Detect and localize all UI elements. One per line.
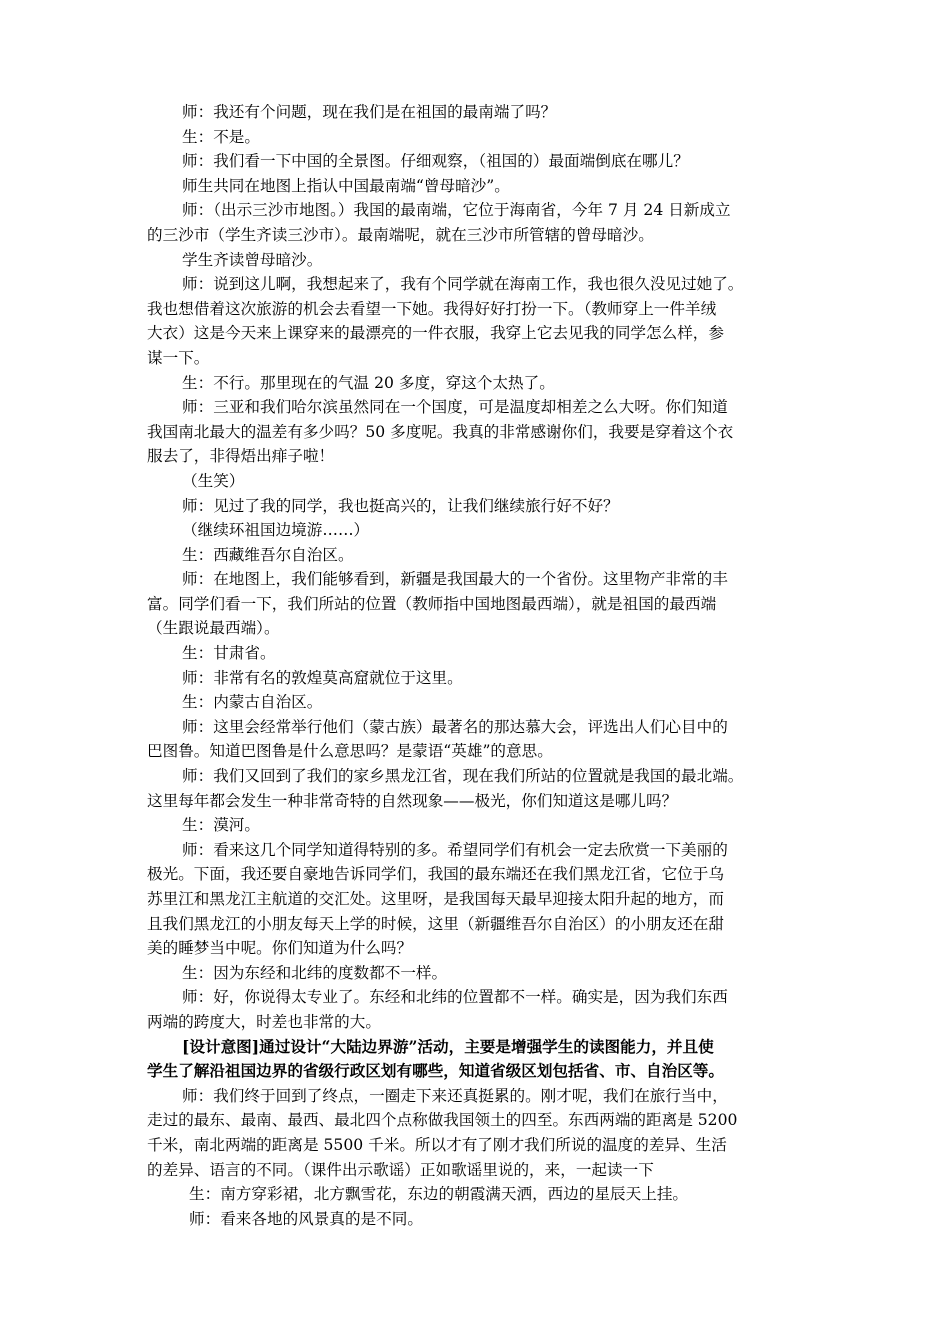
text-line: 生：南方穿彩裙，北方飘雪花，东边的朝霞满天洒，西边的星辰天上挂。 xyxy=(189,1185,689,1204)
text-line: 师：我们终于回到了终点，一圈走下来还真挺累的。刚才呢，我们在旅行当中， xyxy=(182,1086,728,1105)
text-line: 走过的最东、最南、最西、最北四个点称做我国领土的四至。东西两端的距离是 5200 xyxy=(147,1111,738,1130)
text-line: 师：看来这几个同学知道得特别的多。希望同学们有机会一定去欣赏一下美丽的 xyxy=(182,840,728,859)
text-line: （继续环祖国边境游……） xyxy=(182,521,370,540)
text-line: 我也想借着这次旅游的机会去看望一下她。我得好好打扮一下。（教师穿上一件羊绒 xyxy=(147,299,717,318)
text-line: 师：好，你说得太专业了。东经和北纬的位置都不一样。确实是，因为我们东西 xyxy=(182,988,728,1007)
text-line: 富。同学们看一下，我们所站的位置（教师指中国地图最西端），就是祖国的最西端 xyxy=(147,594,717,613)
text-line: 我国南北最大的温差有多少吗？50 多度呢。我真的非常感谢你们，我要是穿着这个衣 xyxy=(147,422,734,441)
text-line: 师：见过了我的同学，我也挺高兴的，让我们继续旅行好不好？ xyxy=(182,496,619,515)
text-line: 生：不是。 xyxy=(182,127,260,146)
text-line: 师：非常有名的敦煌莫高窟就位于这里。 xyxy=(182,668,463,687)
text-line: 巴图鲁。知道巴图鲁是什么意思吗？是蒙语“英雄”的意思。 xyxy=(147,742,553,761)
text-line: 师：这里会经常举行他们（蒙古族）最著名的那达慕大会，评选出人们心目中的 xyxy=(182,717,728,736)
text-line: 这里每年都会发生一种非常奇特的自然现象——极光，你们知道这是哪儿吗？ xyxy=(147,791,678,810)
text-line: 师：我们又回到了我们的家乡黑龙江省，现在我们所站的位置就是我国的最北端。 xyxy=(182,767,744,786)
text-line: 生：因为东经和北纬的度数都不一样。 xyxy=(182,963,448,982)
text-line: 师：三亚和我们哈尔滨虽然同在一个国度，可是温度却相差之么大呀。你们知道 xyxy=(182,398,728,417)
text-line: 大衣）这是今天来上课穿来的最漂亮的一件衣服，我穿上它去见我的同学怎么样，参 xyxy=(147,324,724,343)
text-line: 师：看来各地的风景真的是不同。 xyxy=(189,1209,423,1228)
text-line: 苏里江和黑龙江主航道的交汇处。这里呀，是我国每天最早迎接太阳升起的地方，而 xyxy=(147,890,724,908)
text-line: 学生齐读曾母暗沙。 xyxy=(182,250,323,269)
text-line: 生：西藏维吾尔自治区。 xyxy=(182,545,354,564)
text-line: （生跟说最西端）。 xyxy=(147,619,280,638)
text-line: 师生共同在地图上指认中国最南端“曾母暗沙”。 xyxy=(182,176,510,195)
text-line: 生：内蒙古自治区。 xyxy=(182,693,323,712)
text-line: 师：我还有个问题，现在我们是在祖国的最南端了吗？ xyxy=(182,103,557,121)
text-line: 且我们黑龙江的小朋友每天上学的时候，这里（新疆维吾尔自治区）的小朋友还在甜 xyxy=(147,914,724,933)
text-line: 的三沙市（学生齐读三沙市）。最南端呢，就在三沙市所管辖的曾母暗沙。 xyxy=(147,225,654,244)
text-line: 师：说到这儿啊，我想起来了，我有个同学就在海南工作，我也很久没见过她了。 xyxy=(182,275,744,294)
text-line: 师：（出示三沙市地图。）我国的最南端，它位于海南省，今年 7 月 24 日新成立 xyxy=(182,201,731,220)
text-line: 生：甘肃省。 xyxy=(182,644,276,663)
text-line: 师：在地图上，我们能够看到，新疆是我国最大的一个省份。这里物产非常的丰 xyxy=(182,570,728,589)
design-intent-line: [设计意图]通过设计“大陆边界游”活动，主要是增强学生的读图能力，并且使 xyxy=(182,1036,714,1056)
text-line: 千米，南北两端的距离是 5500 千米。所以才有了刚才我们所说的温度的差异、生活 xyxy=(147,1135,727,1154)
design-intent-line: 学生了解沿祖国边界的省级行政区划有哪些，知道省级区划包括省、市、自治区等。 xyxy=(147,1061,724,1081)
text-line: 谋一下。 xyxy=(147,348,210,367)
text-line: 两端的跨度大，时差也非常的大。 xyxy=(147,1012,381,1031)
text-line: 师：我们看一下中国的全景图。仔细观察，（祖国的）最面端倒底在哪儿？ xyxy=(182,152,689,171)
text-line: 的差异、语言的不同。（课件出示歌谣）正如歌谣里说的，来，一起读一下 xyxy=(147,1160,654,1179)
text-line: 生：漠河。 xyxy=(182,816,260,835)
document-page xyxy=(147,100,863,1231)
text-line: 服去了，非得焐出痱子啦！ xyxy=(147,447,335,466)
text-line: （生笑） xyxy=(182,471,245,490)
text-line: 极光。下面，我还要自豪地告诉同学们，我国的最东端还在我们黑龙江省，它位于乌 xyxy=(147,865,724,884)
text-line: 生：不行。那里现在的气温 20 多度，穿这个太热了。 xyxy=(182,373,555,392)
text-line: 美的睡梦当中呢。你们知道为什么吗？ xyxy=(147,939,413,958)
